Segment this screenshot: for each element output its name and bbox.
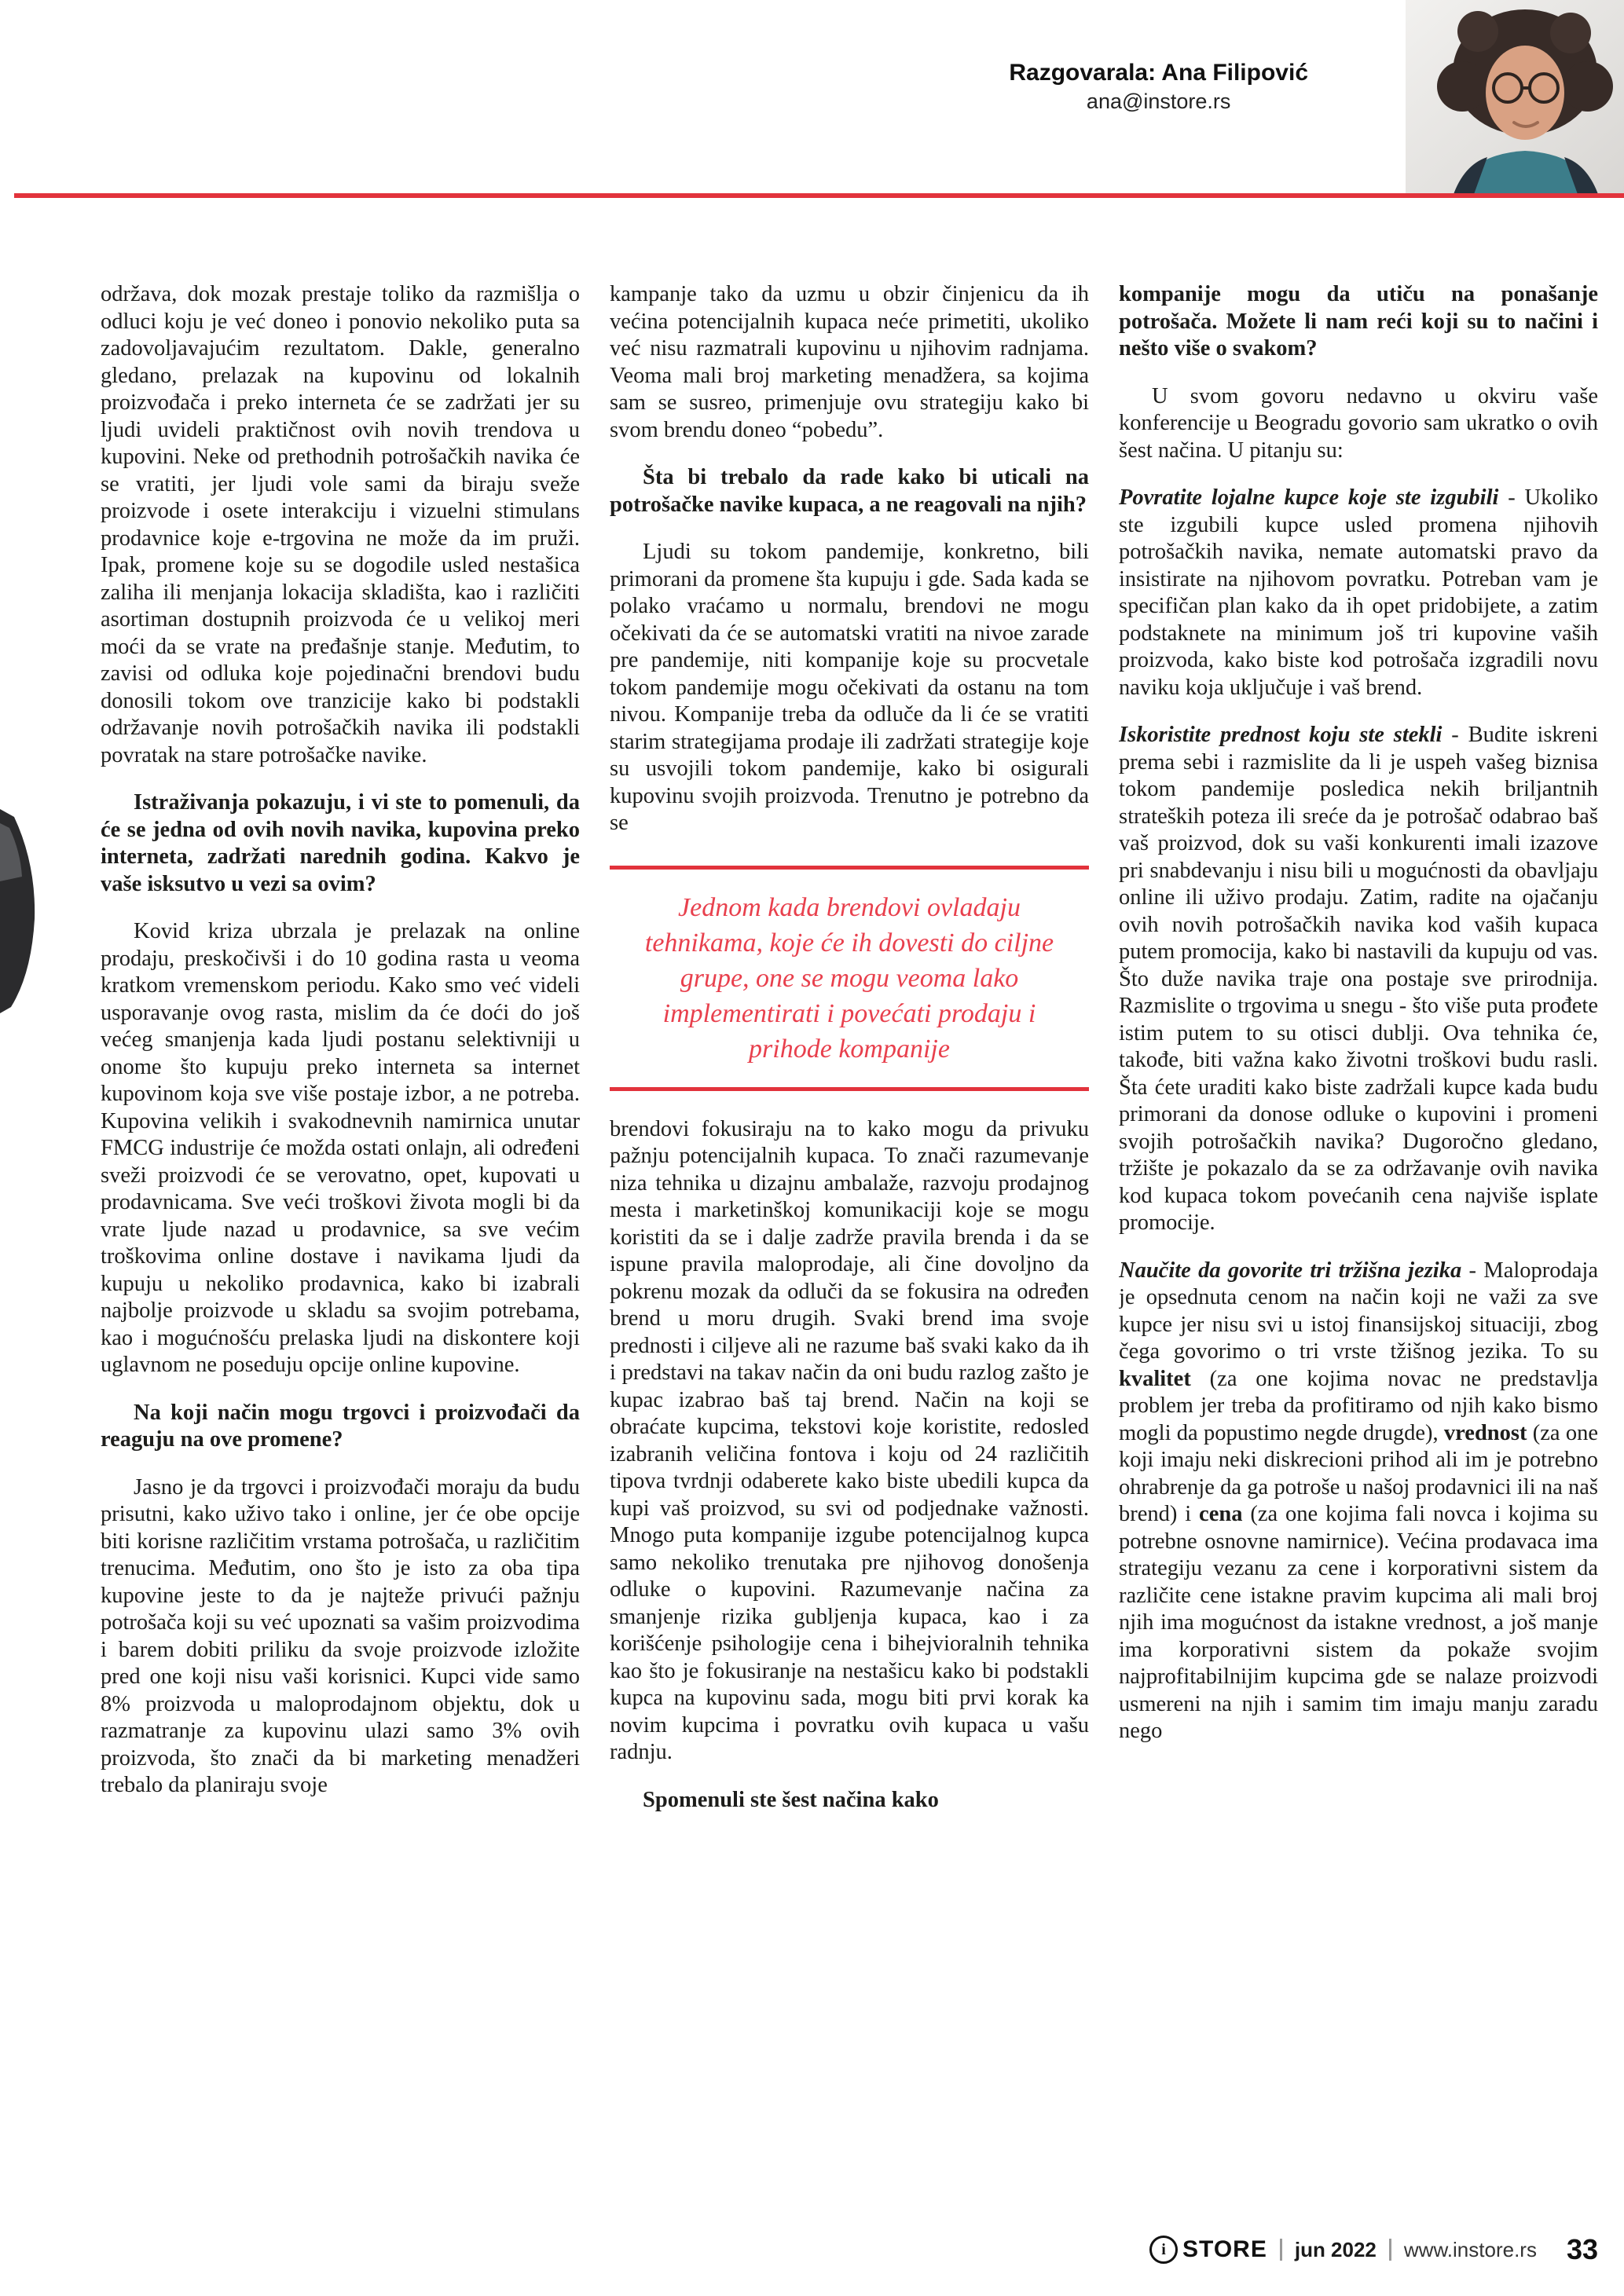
text-run: Naučite da govorite tri tržišna jezika — [1119, 1258, 1462, 1283]
paragraph: U svom govoru nedavno u okviru vaše konferencije u Beogradu govorio sam ukratko o ovih šest načina. U pitanju su: — [1119, 383, 1598, 463]
byline: Razgovarala: Ana Filipović — [1009, 60, 1308, 86]
text-run: - Ukoliko ste izgubili kupce usled promena njihovih potrošačkih navika, nemate automatski pravo da insistirate na njihovom povratku. Potreban vam je specifičan plan kako da ih opet pridobijete, a zatim podstaknete na minimum još tri kupovine vaših proizvoda, kako biste kod potrošača izgradili novu naviku koja uključuje i vaš brend. — [1119, 485, 1598, 700]
column-3 — [1119, 281, 1598, 2215]
paragraph: održava, dok mozak prestaje toliko da razmišlja o odluci koju je već doneo i ponovio nekoliko puta sa zadovoljavajućim rezultatom. Dakle, generalno gledano, prelazak na kupovinu od lokalnih proizvođača i preko interneta će se zadržati jer su ljudi uvideli praktičnost ovih novih trendova u kupovini. Neke od prethodnih potrošačkih navika će se vratiti, jer ljudi vole sami da biraju sveže proizvode i osete interakciju i vizuelni stimulans prodavnice koje e-trgovina ne može da im pruži. Ipak, promene koje su se dogodile usled nestašica zaliha ili menjanja lokacija skladišta, kao i različiti asortiman dostupnih proizvoda će u velikoj meri moći da se vrate na pređašnje stanje. Međutim, to zavisi od odluka koje pojedinačni brendovi budu donosili tokom ove tranzicije kako bi podstakli održavanje novih potrošačkih navika ili podstakli povratak na stare potrošačke navike. — [101, 282, 580, 767]
text-run: kvalitet — [1119, 1366, 1191, 1391]
text-run: (za one kojima novac ne predstavlja problem jer treba da profitiramo od njih kako bismo mogli da popustimo negde drugde), — [1119, 1366, 1598, 1445]
interviewer-portrait-photo — [1406, 0, 1624, 196]
answer-section — [1119, 722, 1598, 1237]
author-email: ana@instore.rs — [1086, 90, 1231, 113]
instore-logo — [1149, 2236, 1267, 2264]
issue-date: jun 2022 — [1294, 2237, 1377, 2261]
answer-section — [1119, 485, 1598, 701]
paragraph: brendovi fokusiraju na to kako mogu da privuku pažnju potencijalnih kupaca. To znači razumevanje niza tehnika u dizajnu ambalaže, razvoju prodajnog mesta i marketinškoj komunikaciji koje se mogu koristiti da se i dalje zadrže pravila brenda i da se ispune pravila maloprodaje, ali čine dovoljno da pokrenu mozak da odluči da se fokusira na određen brend u moru drugih. Svaki brend ima svoje prednosti i ciljeve ali ne razume baš svaki kako da ih i predstavi na takav način da oni budu razlog zašto je kupac izabrao baš taj brend. Način na koji se obraćate kupcima, tekstovi koje koristite, redosled izabranih veličina fontova i koju od 24 različitih tipova tvrdnji odaberete kako biste ubedili kupca da kupi vaš proizvod, su svi od podjednake važnosti. Mnogo puta kompanije izgube potencijalnog kupca samo nekoliko trenutaka pre njihovog donošenja odluke o kupovini. Razumevanje načina za smanjenje rizika gubljenja kupaca, kao i za korišćenje psihologije cena i bihejvioralnih tehnika kao što je fokusiranje na nestašicu kako bi podstakli kupca na kupovinu sada, mogu biti prvi korak ka novim kupcima i povratku ovih kupaca u vašu radnju. — [610, 1116, 1089, 1764]
text-run: Iskoristite prednost koju ste stekli — [1119, 723, 1443, 747]
paragraph: Jasno je da trgovci i proizvođači moraju da budu prisutni, kako uživo tako i online, jer će obe opcije biti korisne različitim vrstama potrošača, u različitim trenucima. Međutim, ono što je isto za oba tipa kupovine jeste to da je najteže privući pažnju potrošača koji su već upoznati sa vašim proizvodima i barem dobiti priliku da svoje proizvode izložite pred one koji nisu vaši korisnici. Kupci vide samo 8% proizvoda u maloprodajnom objektu, dok u razmatranje za kupovinu ulazi samo 3% ovih proizvoda, što znači da bi marketing menadžeri trebalo da planiraju svoje — [101, 1474, 580, 1797]
column-1 — [101, 281, 580, 2215]
footer — [1149, 2233, 1598, 2266]
left-edge-photo-fragment — [0, 809, 41, 1013]
interview-question: Šta bi trebalo da rade kako bi uticali na potrošačke navike kupaca, a ne reagovali na njih? — [610, 465, 1089, 517]
interview-question: Spomenuli ste šest načina kako — [643, 1787, 939, 1812]
answer-section — [1119, 1258, 1598, 1745]
pull-quote-text: Jednom kada brendovi ovladaju tehnikama, koje će ih dovesti do ciljne grupe, one se mogu veoma lako implementirati i povećati prodaju i prihode kompanije — [644, 892, 1054, 1064]
text-run: cena — [1199, 1502, 1243, 1526]
column-2 — [610, 281, 1089, 2215]
page-number: 33 — [1566, 2233, 1598, 2265]
text-run: vrednost — [1443, 1420, 1527, 1445]
interview-question: kompanije mogu da utiču na ponašanje potrošača. Možete li nam reći koji su to načini i nešto više o svakom? — [1119, 282, 1598, 361]
paragraph: kampanje tako da uzmu u obzir činjenicu da ih većina potencijalnih kupaca neće primetiti, ukoliko već nisu razmatrali kupovinu u njihovim radnjama. Veoma mali broj marketing menadžera, sa kojima sam se susreo, primenjuje ovu strategiju kako bi svom brendu doneo “pobedu”. — [610, 282, 1089, 442]
interview-question: Istraživanja pokazuju, i vi ste to pomenuli, da će se jedna od ovih novih navika, kupovina preko interneta, zadržati narednih godina. Kakvo je vaše isksutvo u vezi sa ovim? — [101, 790, 580, 896]
text-run: - Maloprodaja je opsednuta cenom na način koji ne važi za sve kupce jer nisu svi u istoj finansijskoj situaciji, zbog čega govorimo o tri vrste tžišnog jezika. To su — [1119, 1258, 1598, 1364]
footer-divider — [1280, 2239, 1282, 2261]
interview-question: Na koji način mogu trgovci i proizvođači da reaguju na ove promene? — [101, 1400, 580, 1452]
text-run: (za one koji imaju neki diskrecioni prihod ali im je potrebno ohrabrenje da ga potroše u našoj prodavnici ili na naš brend) i — [1119, 1420, 1598, 1526]
info-circle-icon: i — [1149, 2236, 1178, 2264]
brand-name: STORE — [1182, 2236, 1267, 2262]
footer-divider — [1389, 2239, 1391, 2261]
text-run: - Budite iskreni prema sebi i razmislite da li je uspeh vašeg biznisa tokom pandemije posledica nekih briljantnih strateških poteza ili sreće da je potrošač odabrao baš vaš proizvod, dok su vaši konkurenti imali izazove pri snabdevanju i nisu bili u mogućnosti da obavljaju online ili uživo prodaju. Zatim, radite na ojačanju ovih novih potrošačkih navika kod vaših kupaca putem promocija, kako bi nastavili da kupuju od vas. Što duže navika traje ona postaje sve prirodnija. Razmislite o trgovima u snegu - što više puta prođete istim putem to su otisci dublji. Ova tehnika će, takođe, biti važna kako životni troškovi budu rasli. Šta ćete uraditi kako biste zadržali kupce kada budu primorani da donose odluke o kupovini i promeni svojih potrošačkih navika? Dugoročno gledano, tržište je pokazalo da se za održavanje ovih navika kod kupaca tokom povećanih cena najviše isplate promocije. — [1119, 723, 1598, 1235]
pull-quote — [610, 866, 1089, 1091]
text-run: Povratite lojalne kupce koje ste izgubili — [1119, 485, 1499, 510]
text-run: (za one kojima fali novca i kojima su potrebne osnovne namirnice). Većina prodavaca ima strategiju vezanu za cene i korporativni sistem da različite cene istakne pravim kupcima ali mali broj njih ima mogućnost da istakne vrednost, a još manje ima korporativni sistem da pokaže svojim najprofitabilnijim kupcima gde se nalaze proizvodi usmereni na njih i samim tim imaju manju zaradu nego — [1119, 1502, 1598, 1743]
article-body — [101, 281, 1598, 2215]
pull-quote-rule-bottom — [610, 1087, 1089, 1091]
header — [1009, 60, 1308, 114]
header-divider-rule — [14, 193, 1624, 198]
site-url: www.instore.rs — [1403, 2237, 1537, 2261]
paragraph: Ljudi su tokom pandemije, konkretno, bili primorani da promene šta kupuju i gde. Sada kada se polako vraćamo u normalu, brendovi ne mogu očekivati da će se automatski vratiti na nivoe zarade pre pandemije, niti kompanije koje su procvetale tokom pandemije mogu očekivati da ostanu na tom nivou. Kompanije treba da odluče da li će se vratiti starim strategijama prodaje ili zadržati strategije koje su usvojili tokom pandemije, kako bi osigurali kupovinu svojih proizvoda. Trenutno je potrebno da se — [610, 540, 1089, 835]
paragraph: Kovid kriza ubrzala je prelazak na online prodaju, preskočivši i do 10 godina rasta u veoma kratkom vremenskom periodu. Kako smo već videli usporavanje ovog rasta, mislim da će doći do još većeg smanjenja kada ljudi postanu selektivniji u onome što kupuju preko interneta sa internet kupovinom koja sve više postaje izbor, a ne potreba. Kupovina velikih i svakodnevnih namirnica unutar FMCG industrije će možda ostati onlajn, ali određeni sveži proizvodi će se verovatno, opet, kupovati u prodavnicama. Sve veći troškovi života mogli bi da vrate ljude nazad u prodavnice, sa sve većim troškovima online dostave i navikama ljudi da kupuju u nekoliko prodavnica, kako bi izabrali najbolje proizvode u skladu sa svojim potrebama, kao i mogućnošću prelaska ljudi na diskontere koji uglavnom ne poseduju opcije online kupovine. — [101, 919, 580, 1377]
